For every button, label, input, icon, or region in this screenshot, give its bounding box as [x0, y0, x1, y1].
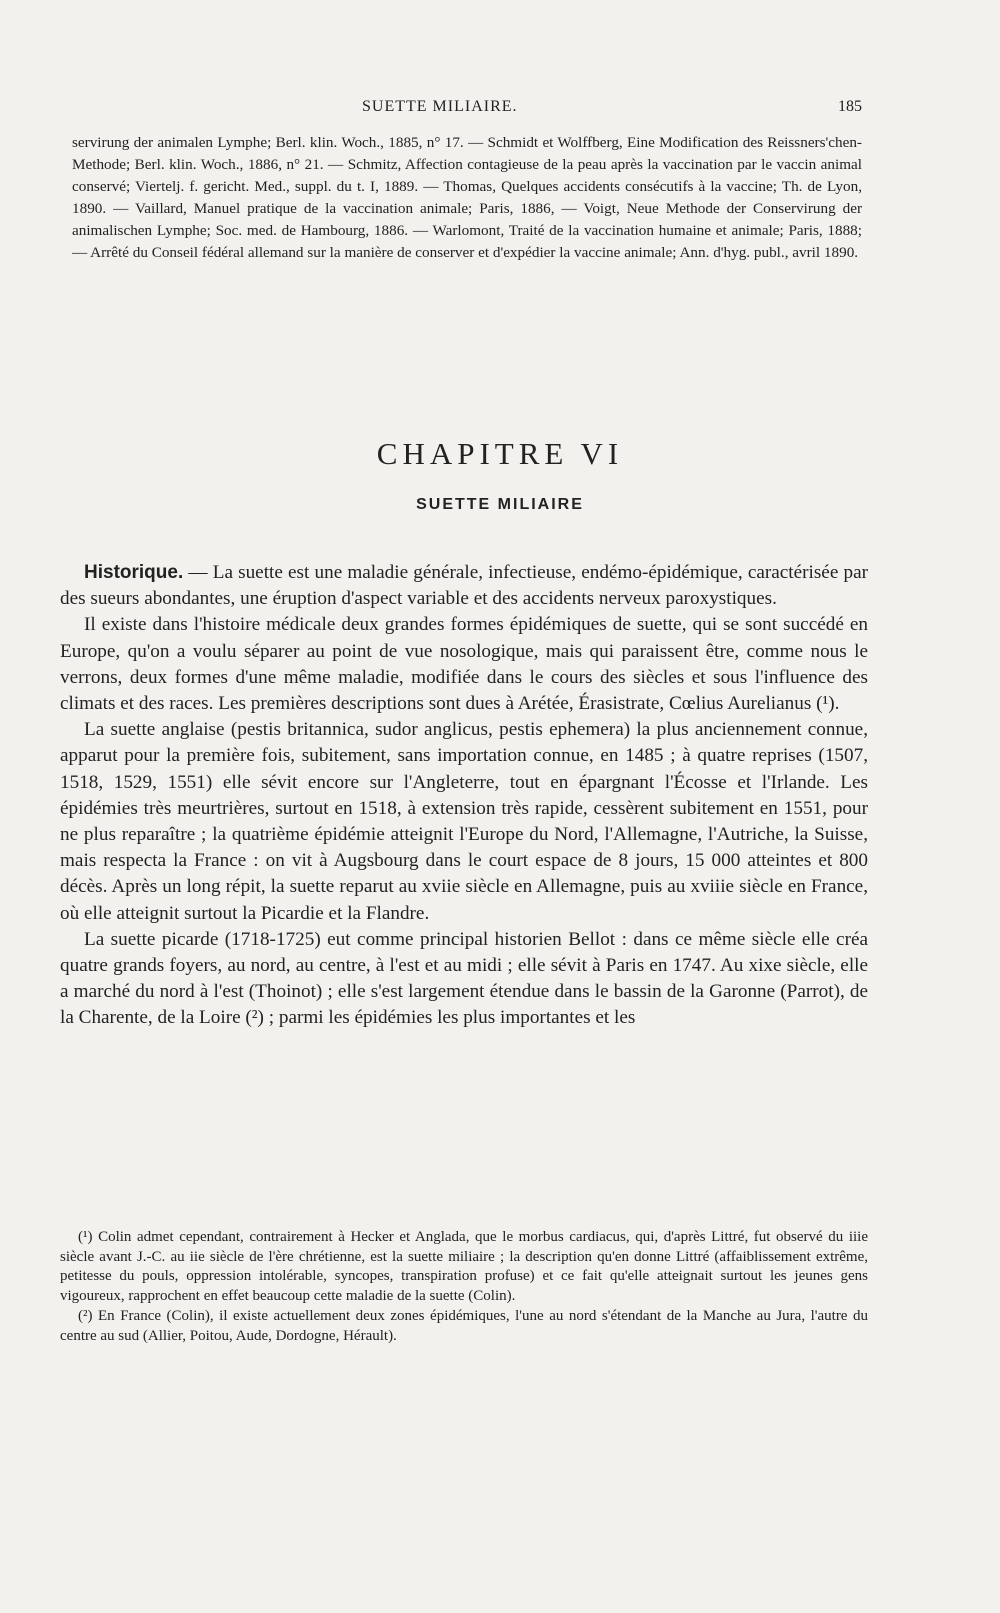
running-title: SUETTE MILIAIRE. — [362, 98, 518, 115]
chapter-subtitle: SUETTE MILIAIRE — [416, 496, 584, 513]
body-text — [60, 560, 868, 1032]
paragraph-text: — La suette est une maladie générale, infectieuse, endémo-épidémique, caractérisée par des sueurs abondantes, une éruption d'aspect variable et des accidents nerveux paroxystiques. — [60, 562, 868, 610]
paragraph-historique — [60, 560, 868, 612]
chapter-title: CHAPITRE VI — [376, 436, 624, 471]
page-number: 185 — [838, 98, 862, 115]
paragraph: La suette anglaise (pestis britannica, sudor anglicus, pestis ephemera) la plus anciennement connue, apparut pour la première fois, subitement, sans importation connue, en 1485 ; à quatre reprises (1507, 1518, 1529, 1551) elle sévit encore sur l'Angleterre, tout en épargnant l'Écosse et l'Irlande. Les épidémies très meurtrières, surtout en 1518, à extension très rapide, cessèrent subitement en 1551, pour ne plus reparaître ; la quatrième épidémie atteignit l'Europe du Nord, l'Allemagne, l'Autriche, la Suisse, mais respecta la France : on vit à Augsbourg dans le court espace de 8 jours, 15 000 atteintes et 800 décès. Après un long répit, la suette reparut au xviie siècle en Allemagne, puis au xviiie siècle en France, où elle atteignit surtout la Picardie et la Flandre. — [60, 719, 868, 924]
section-lead-heading: Historique. — [84, 562, 184, 583]
bibliography-references — [72, 132, 862, 265]
paragraph: La suette picarde (1718-1725) eut comme principal historien Bellot : dans ce même siècle elle créa quatre grands foyers, au nord, au centre, à l'est et au midi ; elle sévit à Paris en 1747. Au xixe siècle, elle a marché du nord à l'est (Thoinot) ; elle s'est largement étendue dans le bassin de la Garonne (Parrot), de la Charente, de la Loire (²) ; parmi les épidémies les plus importantes et les — [60, 928, 868, 1029]
page-header — [72, 98, 862, 120]
footnote-2: (²) En France (Colin), il existe actuellement deux zones épidémiques, l'une au nord s'étendant de la Manche au Jura, l'autre du centre au sud (Allier, Poitou, Aude, Dordogne, Hérault). — [60, 1307, 868, 1344]
paragraph: Il existe dans l'histoire médicale deux grandes formes épidémiques de suette, qui se sont succédé en Europe, qu'on a voulu séparer au point de vue nosologique, mais qui paraissent être, comme nous le verrons, deux formes d'une même maladie, modifiée dans le cours des siècles et sous l'influence des climats et des races. Les premières descriptions sont dues à Arétée, Érasistrate, Cœlius Aurelianus (¹). — [60, 614, 868, 715]
footnote-1: (¹) Colin admet cependant, contrairement à Hecker et Anglada, que le morbus cardiacus, qui, d'après Littré, fut observé du iiie siècle avant J.-C. au iie siècle de l'ère chrétienne, est la suette miliaire ; la description qu'en donne Littré (affaiblissement extrême, petitesse du pouls, oppression intolérable, syncopes, transpiration profuse) et ce fait qu'elle atteignait surtout les jeunes gens vigoureux, rapprochent en effet beaucoup cette maladie de la suette (Colin). — [60, 1229, 868, 1305]
footnotes — [60, 1228, 868, 1346]
references-text: servirung der animalen Lymphe; Berl. klin. Woch., 1885, n° 17. — Schmidt et Wolffberg, Eine Modification des Reissners'chen-Methode; Berl. klin. Woch., 1886, n° 21. — Schmitz, Affection contagieuse de la peau après la vaccination par le vaccin animal conservé; Viertelj. f. gericht. Med., suppl. du t. I, 1889. — Thomas, Quelques accidents consécutifs à la vaccine; Th. de Lyon, 1890. — Vaillard, Manuel pratique de la vaccination animale; Paris, 1886, — Voigt, Neue Methode der Conservirung der animalischen Lymphe; Soc. med. de Hambourg, 1886. — Warlomont, Traité de la vaccination humaine et animale; Paris, 1888; — Arrêté du Conseil fédéral allemand sur la manière de conserver et d'expédier la vaccine animale; Ann. d'hyg. publ., avril 1890. — [72, 134, 862, 262]
